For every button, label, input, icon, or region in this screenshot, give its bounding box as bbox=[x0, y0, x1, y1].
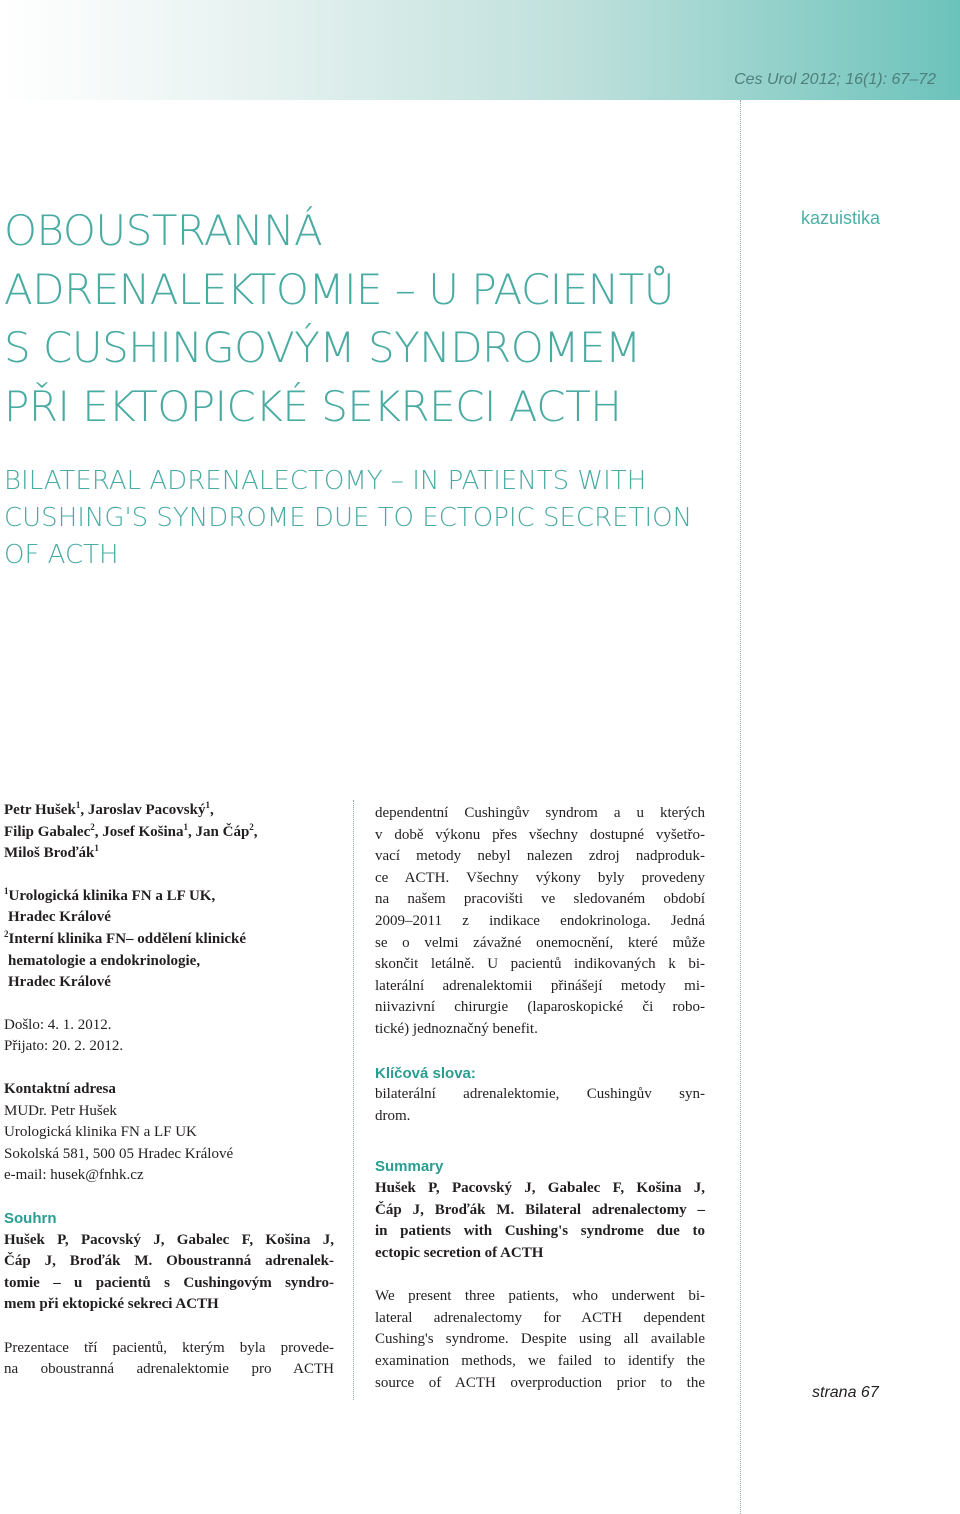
page-number: strana 67 bbox=[812, 1384, 879, 1401]
summary-section bbox=[375, 1156, 705, 1394]
title-line: ADRENALEKTOMIE – U PACIENTŮ bbox=[4, 264, 675, 314]
summary-citation-line: Hušek P, Pacovský J, Gabalec F, Košina J, bbox=[375, 1179, 705, 1196]
author-list bbox=[4, 800, 334, 865]
souhrn-body-line: v době výkonu přes všechny dostupné vyšetřo- bbox=[375, 826, 705, 843]
author-line: Miloš Broďák$^1$ bbox=[4, 843, 99, 862]
summary-body-line: source of ACTH overproduction prior to the bbox=[375, 1374, 705, 1391]
title-line: CUSHING'S SYNDROME DUE TO ECTOPIC SECRETION bbox=[4, 503, 693, 533]
souhrn-citation-line: Hušek P, Pacovský J, Gabalec F, Košina J, bbox=[4, 1231, 334, 1248]
souhrn-body-line: na našem pracovišti ve sledovaném období bbox=[375, 891, 705, 908]
dates bbox=[4, 1015, 334, 1058]
keywords-section bbox=[375, 1063, 705, 1128]
summary-citation-line: Čáp J, Broďák M. Bilateral adrenalectomy – bbox=[375, 1201, 705, 1218]
right-column bbox=[375, 803, 705, 1394]
left-column bbox=[4, 800, 334, 1381]
affiliation-line: $^2$Interní klinika FN– oddělení klinické bbox=[4, 928, 247, 947]
souhrn-continued bbox=[375, 803, 705, 1041]
affiliation-line: hematologie a endokrinologie, bbox=[8, 952, 201, 969]
souhrn-body-line: vací metody nebyl nalezen zdroj nadproduk- bbox=[375, 848, 705, 865]
souhrn-body-line: niivazivní chirurgie (laparoskopické či robo- bbox=[375, 999, 705, 1016]
affiliation-line: Hradec Králové bbox=[8, 974, 111, 991]
title-czech bbox=[4, 202, 729, 436]
title-line: S CUSHINGOVÝM SYNDROMEM bbox=[4, 323, 641, 373]
author-line: Petr Hušek$^1$, Jaroslav Pacovský$^1$, bbox=[4, 800, 214, 818]
keywords-line: drom. bbox=[375, 1107, 411, 1124]
souhrn-body-line: na oboustranná adrenalektomie pro ACTH bbox=[4, 1361, 334, 1378]
title-line: OF ACTH bbox=[4, 540, 119, 570]
souhrn-body-line: dependentní Cushingův syndrom a u kterých bbox=[375, 805, 705, 821]
received-date: Došlo: 4. 1. 2012. bbox=[4, 1016, 112, 1033]
contact-email: e-mail: husek@fnhk.cz bbox=[4, 1167, 144, 1184]
souhrn-section bbox=[4, 1208, 334, 1381]
title-line: BILATERAL ADRENALECTOMY – IN PATIENTS WITH bbox=[4, 466, 647, 496]
contact-heading: Kontaktní adresa bbox=[4, 1080, 116, 1097]
summary-body-line: We present three patients, who underwent bi- bbox=[375, 1288, 705, 1305]
contact-line: Sokolská 581, 500 05 Hradec Králové bbox=[4, 1145, 234, 1162]
souhrn-body-line: se o velmi závažné onemocnění, které může bbox=[375, 934, 705, 951]
souhrn-body-line: 2009–2011 z indikace endokrinologa. Jedná bbox=[375, 912, 705, 929]
margin-divider bbox=[740, 100, 741, 1514]
souhrn-citation-line: Čáp J, Broďák M. Oboustranná adrenalek- bbox=[4, 1253, 334, 1270]
souhrn-body-line: tické) jednoznačný benefit. bbox=[375, 1020, 538, 1037]
souhrn-heading: Souhrn bbox=[4, 1209, 57, 1227]
souhrn-body-line: skončit letálně. U pacientů indikovaných k bi- bbox=[375, 956, 705, 973]
souhrn-body-line: ce ACTH. Všechny výkony byly provedeny bbox=[375, 869, 705, 886]
summary-body-line: lateral adrenalectomy for ACTH dependent bbox=[375, 1309, 705, 1326]
keywords-line: bilaterální adrenalektomie, Cushingův syn- bbox=[375, 1086, 705, 1103]
souhrn-citation-line: mem při ektopické sekreci ACTH bbox=[4, 1296, 219, 1313]
souhrn-citation-line: tomie – u pacientů s Cushingovým syndro- bbox=[4, 1274, 334, 1291]
title-line: PŘI EKTOPICKÉ SEKRECI ACTH bbox=[4, 381, 622, 431]
summary-citation-line: in patients with Cushing's syndrome due to bbox=[375, 1223, 705, 1240]
title-english bbox=[4, 463, 729, 574]
title-line: OBOUSTRANNÁ bbox=[4, 206, 323, 255]
keywords-heading: Klíčová slova: bbox=[375, 1064, 476, 1082]
summary-body-line: examination methods, we failed to identify the bbox=[375, 1353, 705, 1370]
affiliations bbox=[4, 886, 334, 994]
souhrn-body-line: Prezentace tří pacientů, kterým byla provede- bbox=[4, 1339, 334, 1356]
journal-citation: Ces Urol 2012; 16(1): 67–72 bbox=[734, 71, 936, 88]
summary-body-line: Cushing's syndrome. Despite using all available bbox=[375, 1331, 705, 1348]
contact-line: MUDr. Petr Hušek bbox=[4, 1102, 117, 1119]
column-divider bbox=[353, 800, 354, 1400]
affiliation-line: Hradec Králové bbox=[8, 909, 111, 926]
summary-citation-line: ectopic secretion of ACTH bbox=[375, 1244, 544, 1261]
affiliation-line: $^1$Urologická klinika FN a LF UK, bbox=[4, 885, 216, 904]
section-label: kazuistika bbox=[800, 208, 880, 228]
souhrn-body-line: laterální adrenalektomii přinášejí metody mi- bbox=[375, 977, 705, 994]
author-line: Filip Gabalec$^2$, Josef Košina$^1$, Jan Čáp$^2$, bbox=[4, 821, 258, 840]
accepted-date: Přijato: 20. 2. 2012. bbox=[4, 1038, 124, 1055]
contact-address bbox=[4, 1079, 334, 1187]
summary-heading: Summary bbox=[375, 1158, 444, 1176]
contact-line: Urologická klinika FN a LF UK bbox=[4, 1124, 197, 1141]
